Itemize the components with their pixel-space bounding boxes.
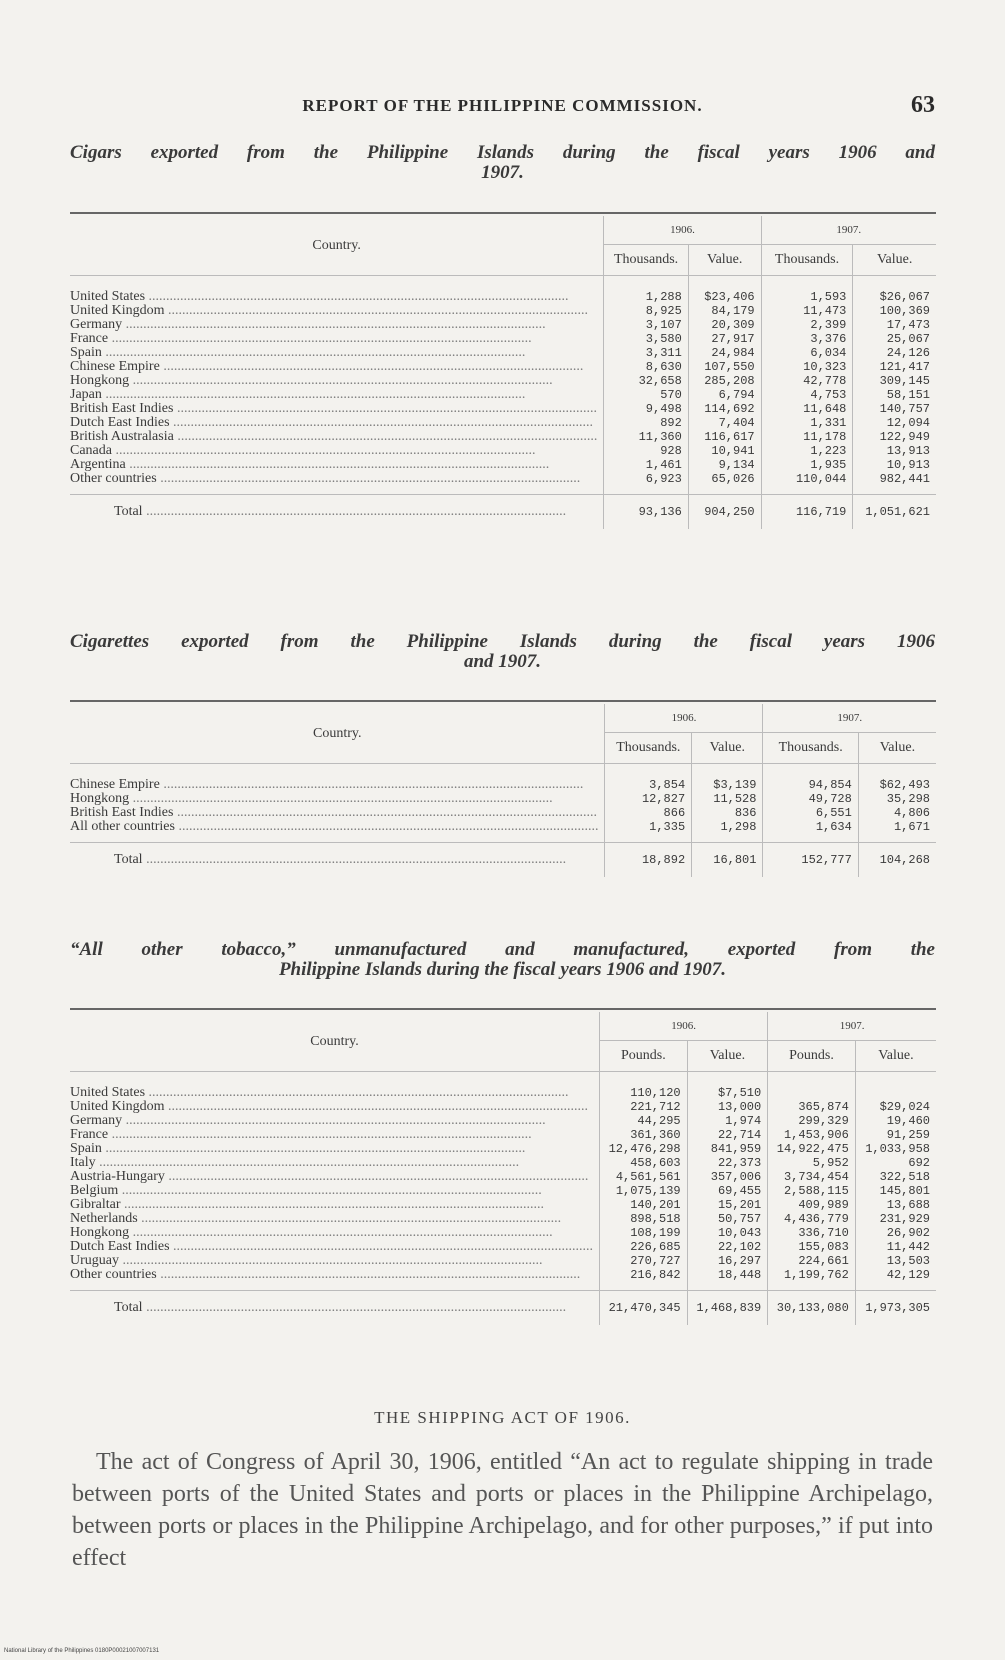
value-cell: 24,984: [688, 346, 761, 360]
table-row: [70, 1268, 936, 1291]
country-name: Italy .....: [70, 1156, 593, 1170]
value-cell: 1,075,139: [615, 1184, 681, 1198]
country-name: British East Indies .....: [70, 402, 597, 416]
table-row: [70, 388, 936, 402]
total-value-cell: 1,468,839: [687, 1291, 768, 1326]
country-name: United States .....: [70, 1086, 593, 1100]
country-cell: [70, 1240, 600, 1254]
value-cell: 841,959: [687, 1142, 768, 1156]
value-cell: 50,757: [687, 1212, 768, 1226]
value-1907-header: Value.: [858, 733, 936, 764]
table-row: [70, 346, 936, 360]
tobacco-caption-line1: “All other tobacco,” unmanufactured and manufactured, exported from the: [70, 939, 935, 960]
country-name: Belgium .....: [70, 1184, 593, 1198]
country-cell: [70, 332, 604, 346]
value-cell: 299,329: [768, 1114, 856, 1128]
value-cell: 221,712: [630, 1100, 681, 1114]
value-cell: $26,067: [853, 276, 936, 305]
body-paragraph: The act of Congress of April 30, 1906, entitled “An act to regulate shipping in trade between ports of the United States and ports or places in the Philippine Archipelago, between ports or places in the Philippine Archipelago, and for other purposes,” if put into effect: [72, 1449, 933, 1571]
total-row: [70, 843, 936, 878]
table-row: [70, 1198, 936, 1212]
table-row: [70, 402, 936, 416]
country-name: Argentina .....: [70, 458, 597, 472]
country-name: Germany .....: [70, 318, 597, 332]
value-cell: 216,842: [630, 1268, 681, 1282]
value-cell: 22,102: [687, 1240, 768, 1254]
cigars-table-top-rule: [70, 212, 936, 214]
value-cell: 3,580: [645, 332, 682, 346]
value-cell: 22,373: [687, 1156, 768, 1170]
year-1907-header: 1907.: [763, 704, 936, 733]
table-row: [70, 1184, 936, 1198]
value-cell: 2,588,115: [768, 1184, 856, 1198]
country-cell: [70, 388, 604, 402]
value-cell: 458,603: [630, 1156, 681, 1170]
country-cell: [70, 1072, 600, 1101]
country-column-header: Country.: [70, 704, 605, 764]
country-name: British Australasia .....: [70, 430, 597, 444]
tobacco-table: [70, 1012, 936, 1325]
value-cell: 13,688: [855, 1198, 936, 1212]
value-cell: 4,753: [761, 388, 853, 402]
value-cell: 155,083: [768, 1240, 856, 1254]
country-name: Dutch East Indies .....: [70, 1240, 593, 1254]
table-row: [70, 360, 936, 374]
country-cell: [70, 1156, 600, 1170]
value-cell: 42,129: [855, 1268, 936, 1291]
country-cell: [70, 1226, 600, 1240]
thousands-1907-header: Thousands.: [761, 245, 853, 276]
page-number: 63: [911, 92, 935, 118]
value-cell: 1,671: [858, 820, 936, 843]
country-name: Hongkong .....: [70, 374, 597, 388]
country-cell: [70, 444, 604, 458]
value-cell: 19,460: [855, 1114, 936, 1128]
country-column-header: Country.: [70, 216, 604, 276]
value-cell: 16,297: [687, 1254, 768, 1268]
value-cell: 7,404: [688, 416, 761, 430]
value-cell: 10,913: [853, 458, 936, 472]
total-label: Total .....: [114, 505, 597, 519]
table-row: [70, 1240, 936, 1254]
year-1907-header: 1907.: [761, 216, 936, 245]
value-cell: 336,710: [768, 1226, 856, 1240]
value-cell: $62,493: [858, 764, 936, 793]
value-cell: 1,288: [645, 290, 682, 304]
country-name: Chinese Empire .....: [70, 360, 597, 374]
total-value-cell: 21,470,345: [600, 1291, 688, 1326]
value-cell: 1,199,762: [768, 1268, 856, 1291]
value-cell: 69,455: [687, 1184, 768, 1198]
value-cell: 116,617: [688, 430, 761, 444]
value-cell: 11,528: [692, 792, 763, 806]
country-cell: [70, 472, 604, 495]
value-cell: 32,658: [638, 374, 682, 388]
value-cell: 8,925: [645, 304, 682, 318]
country-name: Hongkong .....: [70, 792, 598, 806]
value-cell: [855, 1072, 936, 1101]
country-column-header: Country.: [70, 1012, 600, 1072]
value-cell: 836: [692, 806, 763, 820]
country-cell: [70, 360, 604, 374]
country-name: British East Indies .....: [70, 806, 598, 820]
country-cell: [70, 820, 605, 843]
value-cell: 409,989: [768, 1198, 856, 1212]
value-cell: 1,335: [649, 820, 686, 834]
value-1907-header: Value.: [855, 1041, 936, 1072]
cigarettes-caption-line2: and 1907.: [463, 651, 542, 672]
running-title: REPORT OF THE PHILIPPINE COMMISSION.: [302, 96, 703, 115]
value-cell: 13,913: [853, 444, 936, 458]
year-1906-header: 1906.: [604, 216, 761, 245]
country-cell: [70, 806, 605, 820]
value-cell: 892: [660, 416, 682, 430]
year-1906-header: 1906.: [600, 1012, 768, 1041]
value-cell: 44,295: [637, 1114, 681, 1128]
value-cell: 17,473: [853, 318, 936, 332]
country-name: Canada .....: [70, 444, 597, 458]
total-value-cell: 152,777: [763, 843, 858, 878]
value-cell: 26,902: [855, 1226, 936, 1240]
value-cell: 866: [663, 806, 686, 820]
table-row: [70, 374, 936, 388]
table-row: [70, 1142, 936, 1156]
value-cell: $3,139: [692, 764, 763, 793]
value-cell: 25,067: [853, 332, 936, 346]
value-cell: 11,648: [761, 402, 853, 416]
country-cell: [70, 1268, 600, 1291]
country-cell: [70, 1170, 600, 1184]
tobacco-caption: [70, 940, 935, 980]
country-name: Gibraltar .....: [70, 1198, 593, 1212]
value-cell: 3,854: [649, 778, 686, 792]
value-cell: 12,476,298: [608, 1142, 681, 1156]
country-cell: [70, 304, 604, 318]
value-cell: 928: [660, 444, 682, 458]
total-label-cell: [70, 843, 605, 878]
value-cell: 11,442: [855, 1240, 936, 1254]
value-cell: 27,917: [688, 332, 761, 346]
value-cell: 1,453,906: [768, 1128, 856, 1142]
value-cell: 58,151: [853, 388, 936, 402]
total-value-cell: 1,973,305: [855, 1291, 936, 1326]
pounds-1906-header: Pounds.: [600, 1041, 688, 1072]
country-name: France .....: [70, 332, 597, 346]
table-row: [70, 472, 936, 495]
section-heading: THE SHIPPING ACT OF 1906.: [374, 1408, 631, 1427]
table-row: [70, 792, 936, 806]
value-cell: 365,874: [768, 1100, 856, 1114]
value-cell: $29,024: [855, 1100, 936, 1114]
country-cell: [70, 1212, 600, 1226]
total-label: Total .....: [114, 853, 598, 867]
country-name: Austria-Hungary .....: [70, 1170, 593, 1184]
value-cell: 91,259: [855, 1128, 936, 1142]
value-cell: 3,311: [645, 346, 682, 360]
country-name: France .....: [70, 1128, 593, 1142]
value-cell: 121,417: [853, 360, 936, 374]
table-row: [70, 332, 936, 346]
value-cell: 49,728: [763, 792, 858, 806]
value-cell: 1,593: [761, 276, 853, 305]
value-cell: 122,949: [853, 430, 936, 444]
value-cell: 309,145: [853, 374, 936, 388]
country-name: All other countries .....: [70, 820, 598, 834]
value-cell: 226,685: [630, 1240, 681, 1254]
value-cell: 94,854: [763, 764, 858, 793]
value-cell: 570: [660, 388, 682, 402]
table-row: [70, 806, 936, 820]
year-1907-header: 1907.: [768, 1012, 936, 1041]
value-1906-header: Value.: [687, 1041, 768, 1072]
value-cell: 6,794: [688, 388, 761, 402]
country-name: Hongkong .....: [70, 1226, 593, 1240]
value-cell: 110,044: [761, 472, 853, 495]
country-cell: [70, 1100, 600, 1114]
country-cell: [70, 402, 604, 416]
value-cell: 11,473: [761, 304, 853, 318]
value-cell: 4,561,561: [615, 1170, 681, 1184]
value-cell: 3,376: [761, 332, 853, 346]
value-cell: 361,360: [630, 1128, 681, 1142]
value-cell: 107,550: [688, 360, 761, 374]
country-name: Germany .....: [70, 1114, 593, 1128]
table-row: [70, 458, 936, 472]
value-cell: 898,518: [630, 1212, 681, 1226]
total-value-cell: 116,719: [761, 495, 853, 530]
value-cell: 100,369: [853, 304, 936, 318]
value-cell: 1,974: [687, 1114, 768, 1128]
country-cell: [70, 346, 604, 360]
table-row: [70, 1128, 936, 1142]
value-cell: 114,692: [688, 402, 761, 416]
pounds-1907-header: Pounds.: [768, 1041, 856, 1072]
total-value-cell: 93,136: [604, 495, 688, 530]
cigars-caption-line2: 1907.: [481, 162, 524, 183]
table-row: [70, 1100, 936, 1114]
country-cell: [70, 1198, 600, 1212]
value-cell: 42,778: [761, 374, 853, 388]
value-cell: 15,201: [687, 1198, 768, 1212]
value-cell: 4,436,779: [768, 1212, 856, 1226]
country-cell: [70, 1128, 600, 1142]
value-cell: 14,922,475: [768, 1142, 856, 1156]
country-cell: [70, 1114, 600, 1128]
country-name: Uruguay .....: [70, 1254, 593, 1268]
table-row: [70, 318, 936, 332]
value-cell: 1,935: [761, 458, 853, 472]
value-cell: 1,223: [761, 444, 853, 458]
value-cell: 11,360: [638, 430, 682, 444]
table-row: [70, 1254, 936, 1268]
table-row: [70, 1114, 936, 1128]
table-row: [70, 304, 936, 318]
value-1906-header: Value.: [692, 733, 763, 764]
total-value-cell: 904,250: [688, 495, 761, 530]
value-cell: 110,120: [630, 1086, 681, 1100]
country-cell: [70, 416, 604, 430]
library-footer: National Library of the Philippines 0180P00021007007131: [4, 1648, 160, 1654]
country-name: Spain .....: [70, 346, 597, 360]
table-row: [70, 764, 936, 793]
cigarettes-table: [70, 704, 936, 877]
value-cell: 270,727: [630, 1254, 681, 1268]
table-row: [70, 1212, 936, 1226]
value-cell: 9,134: [688, 458, 761, 472]
total-value-cell: 30,133,080: [768, 1291, 856, 1326]
value-cell: 5,952: [768, 1156, 856, 1170]
value-cell: 6,034: [761, 346, 853, 360]
value-cell: 65,026: [688, 472, 761, 495]
country-name: United Kingdom .....: [70, 304, 597, 318]
running-head: [70, 92, 935, 122]
cigars-caption-line1: Cigars exported from the Philippine Islands during the fiscal years 1906 and: [70, 142, 935, 163]
value-cell: 13,000: [687, 1100, 768, 1114]
value-cell: 2,399: [761, 318, 853, 332]
table-row: [70, 820, 936, 843]
country-cell: [70, 430, 604, 444]
value-cell: 140,757: [853, 402, 936, 416]
table-row: [70, 1170, 936, 1184]
country-name: Other countries .....: [70, 472, 597, 486]
value-cell: 1,331: [761, 416, 853, 430]
table-row: [70, 1156, 936, 1170]
cigarettes-caption: [70, 632, 935, 672]
value-cell: 1,461: [645, 458, 682, 472]
value-cell: 145,801: [855, 1184, 936, 1198]
value-cell: 6,923: [645, 472, 682, 486]
value-cell: 1,298: [692, 820, 763, 843]
value-cell: 13,503: [855, 1254, 936, 1268]
value-cell: 12,094: [853, 416, 936, 430]
year-1906-header: 1906.: [605, 704, 763, 733]
cigars-table: [70, 216, 936, 529]
country-cell: [70, 1184, 600, 1198]
value-cell: 285,208: [688, 374, 761, 388]
value-cell: 231,929: [855, 1212, 936, 1226]
country-cell: [70, 318, 604, 332]
value-cell: 692: [855, 1156, 936, 1170]
total-label-cell: [70, 1291, 600, 1326]
table-row: [70, 444, 936, 458]
country-name: Dutch East Indies .....: [70, 416, 597, 430]
value-cell: 35,298: [858, 792, 936, 806]
country-cell: [70, 1254, 600, 1268]
value-cell: 322,518: [855, 1170, 936, 1184]
table-row: [70, 416, 936, 430]
thousands-1907-header: Thousands.: [763, 733, 858, 764]
value-cell: 357,006: [687, 1170, 768, 1184]
value-cell: 10,941: [688, 444, 761, 458]
value-cell: 84,179: [688, 304, 761, 318]
value-cell: $23,406: [688, 276, 761, 305]
country-cell: [70, 764, 605, 793]
value-cell: 108,199: [630, 1226, 681, 1240]
cigarettes-caption-line1: Cigarettes exported from the Philippine Islands during the fiscal years 1906: [70, 631, 935, 652]
value-cell: 982,441: [853, 472, 936, 495]
table-row: [70, 430, 936, 444]
value-cell: 9,498: [645, 402, 682, 416]
value-cell: 3,107: [645, 318, 682, 332]
tobacco-table-top-rule: [70, 1008, 936, 1010]
thousands-1906-header: Thousands.: [605, 733, 692, 764]
country-name: Japan .....: [70, 388, 597, 402]
country-name: United States .....: [70, 290, 597, 304]
total-value-cell: 1,051,621: [853, 495, 936, 530]
value-cell: [768, 1072, 856, 1101]
table-row: [70, 1072, 936, 1101]
tobacco-caption-line2: Philippine Islands during the fiscal years 1906 and 1907.: [278, 959, 727, 980]
country-cell: [70, 276, 604, 305]
total-value-cell: 18,892: [605, 843, 692, 878]
value-cell: 10,043: [687, 1226, 768, 1240]
value-cell: 20,309: [688, 318, 761, 332]
value-1906-header: Value.: [688, 245, 761, 276]
value-cell: 10,323: [761, 360, 853, 374]
country-name: Chinese Empire .....: [70, 778, 598, 792]
value-cell: 12,827: [641, 792, 686, 806]
value-cell: 11,178: [761, 430, 853, 444]
table-row: [70, 1226, 936, 1240]
thousands-1906-header: Thousands.: [604, 245, 688, 276]
cigarettes-table-top-rule: [70, 700, 936, 702]
total-value-cell: 16,801: [692, 843, 763, 878]
total-row: [70, 495, 936, 530]
total-label-cell: [70, 495, 604, 530]
country-name: Other countries .....: [70, 1268, 593, 1282]
country-cell: [70, 1142, 600, 1156]
value-cell: 140,201: [630, 1198, 681, 1212]
country-name: Netherlands .....: [70, 1212, 593, 1226]
value-cell: 1,033,958: [855, 1142, 936, 1156]
country-name: United Kingdom .....: [70, 1100, 593, 1114]
total-label: Total .....: [114, 1301, 593, 1315]
total-row: [70, 1291, 936, 1326]
total-value-cell: 104,268: [858, 843, 936, 878]
value-cell: 18,448: [687, 1268, 768, 1291]
country-cell: [70, 374, 604, 388]
table-row: [70, 276, 936, 305]
value-cell: 4,806: [858, 806, 936, 820]
value-cell: 1,634: [763, 820, 858, 843]
value-cell: 3,734,454: [768, 1170, 856, 1184]
country-name: Spain .....: [70, 1142, 593, 1156]
value-cell: $7,510: [687, 1072, 768, 1101]
country-cell: [70, 458, 604, 472]
value-cell: 6,551: [763, 806, 858, 820]
value-cell: 22,714: [687, 1128, 768, 1142]
value-cell: 224,661: [768, 1254, 856, 1268]
value-cell: 24,126: [853, 346, 936, 360]
value-cell: 8,630: [645, 360, 682, 374]
cigars-caption: [70, 143, 935, 183]
country-cell: [70, 792, 605, 806]
value-1907-header: Value.: [853, 245, 936, 276]
